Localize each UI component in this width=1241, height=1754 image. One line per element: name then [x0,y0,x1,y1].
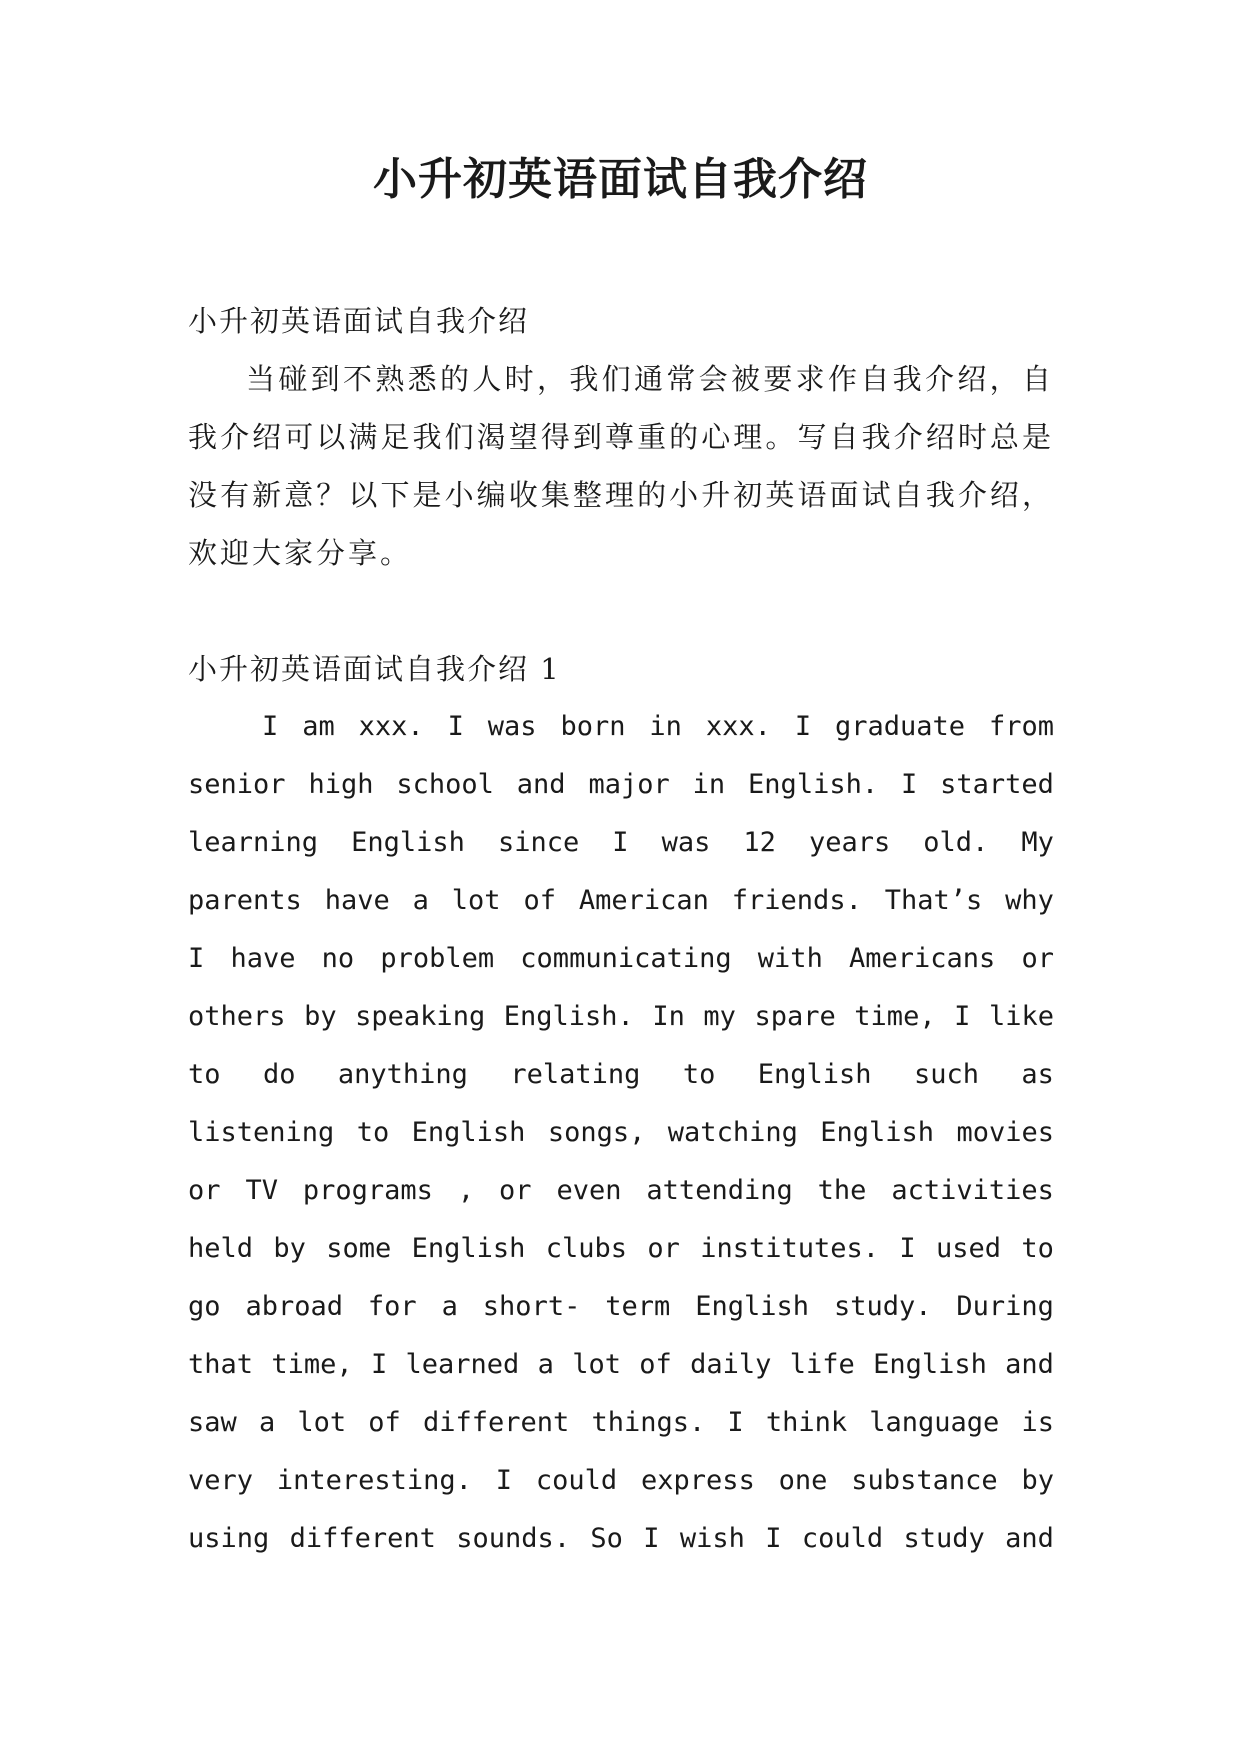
section-heading-intro: 小升初英语面试自我介绍 [188,304,530,338]
text-line: go abroad for a short- term English study. During [188,1291,1054,1322]
text-line: that time, I learned a lot of daily life English and [188,1349,1054,1380]
text-line: I have no problem communicating with Americans or [188,943,1054,974]
section-1-paragraph [188,698,1054,1568]
text-line: senior high school and major in English. I started [188,769,1054,800]
document-body [188,292,1054,1568]
text-line: very interesting. I could express one substance by [188,1465,1054,1496]
text-line: to do anything relating to English such as [188,1059,1054,1090]
document-title: 小升初英语面试自我介绍 [373,154,868,205]
text-line: listening to English songs, watching English movies [188,1117,1054,1148]
text-line: saw a lot of different things. I think language is [188,1407,1054,1438]
text-line: using different sounds. So I wish I could study and [188,1523,1054,1554]
text-line: others by speaking English. In my spare time, I like [188,1001,1054,1032]
section-heading-1: 小升初英语面试自我介绍 1 [188,652,561,686]
paragraph-spacer [188,582,1054,640]
text-line: I am xxx. I was born in xxx. I graduate from [262,711,1054,742]
text-line: held by some English clubs or institutes. I used to [188,1233,1054,1264]
text-line: learning English since I was 12 years old. My [188,827,1054,858]
intro-paragraph: 当碰到不熟悉的人时，我们通常会被要求作自我介绍，自我介绍可以满足我们渴望得到尊重的心理。写自我介绍时总是没有新意？以下是小编收集整理的小升初英语面试自我介绍，欢迎大家分享。 [188,362,1054,570]
text-line: parents have a lot of American friends. That’s why [188,885,1054,916]
text-line: or TV programs , or even attending the activities [188,1175,1054,1206]
